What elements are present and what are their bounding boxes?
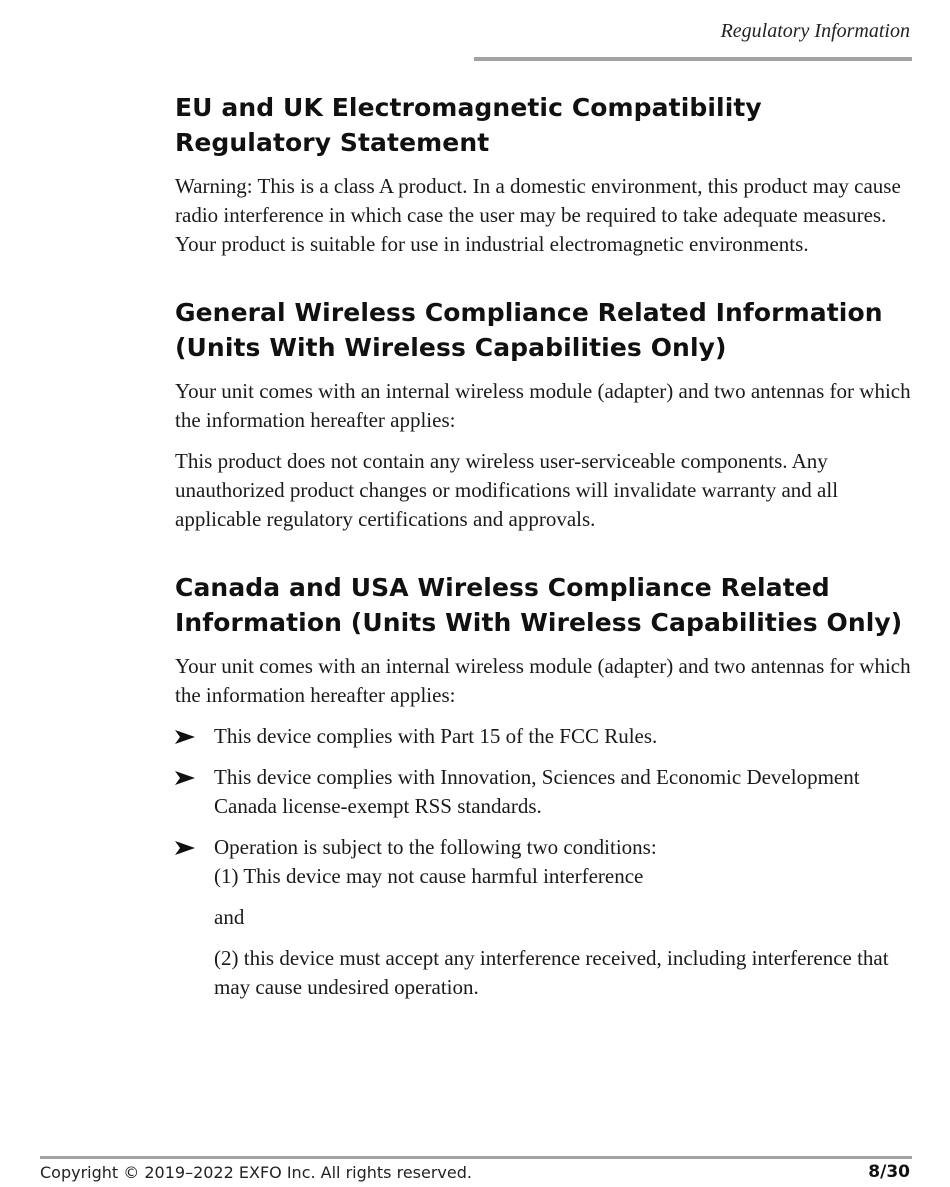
footer-copyright: Copyright © 2019–2022 EXFO Inc. All rights reserved.: [40, 1163, 472, 1182]
compliance-bullet-list: [175, 722, 915, 1002]
arrowhead-bullet-icon: [175, 841, 195, 855]
condition-joiner: and: [214, 905, 245, 929]
condition-one: (1) This device may not cause harmful interference: [214, 864, 644, 888]
section-heading-canada-usa-wireless: Canada and USA Wireless Compliance Related Information (Units With Wireless Capabilities Only): [175, 573, 903, 637]
canada-usa-intro-paragraph: Your unit comes with an internal wireless module (adapter) and two antennas for which the information hereafter applies:: [175, 654, 911, 707]
running-header: Regulatory Information: [720, 20, 910, 42]
footer-rule: [40, 1156, 912, 1159]
eu-uk-warning-paragraph: Warning: This is a class A product. In a domestic environment, this product may cause radio interference in which case the user may be required to take adequate measures. Your product is suitable for use in industrial electromagnetic environments.: [175, 174, 901, 256]
bullet-fcc-part15: This device complies with Part 15 of the FCC Rules.: [214, 724, 658, 748]
bullet-operation-conditions: Operation is subject to the following two conditions:: [214, 835, 657, 859]
arrowhead-bullet-icon: [175, 771, 195, 785]
page-content: [175, 90, 915, 1014]
section-heading-general-wireless: General Wireless Compliance Related Information (Units With Wireless Capabilities Only): [175, 298, 883, 362]
page-number: 8/30: [868, 1162, 910, 1182]
list-item: [175, 833, 915, 1002]
section-heading-eu-uk-emc: EU and UK Electromagnetic Compatibility Regulatory Statement: [175, 93, 762, 157]
condition-two: (2) this device must accept any interference received, including interference that may cause undesired operation.: [214, 946, 889, 999]
list-item: [175, 763, 915, 821]
header-rule: [474, 57, 912, 61]
general-wireless-components-paragraph: This product does not contain any wireless user-serviceable components. Any unauthorized product changes or modifications will invalidate warranty and all applicable regulatory certifications and approvals.: [175, 449, 839, 531]
list-item: [175, 722, 915, 751]
arrowhead-bullet-icon: [175, 730, 195, 744]
general-wireless-intro-paragraph: Your unit comes with an internal wireless module (adapter) and two antennas for which the information hereafter applies:: [175, 379, 911, 432]
bullet-ised-canada: This device complies with Innovation, Sciences and Economic Development Canada license-exempt RSS standards.: [214, 765, 860, 818]
